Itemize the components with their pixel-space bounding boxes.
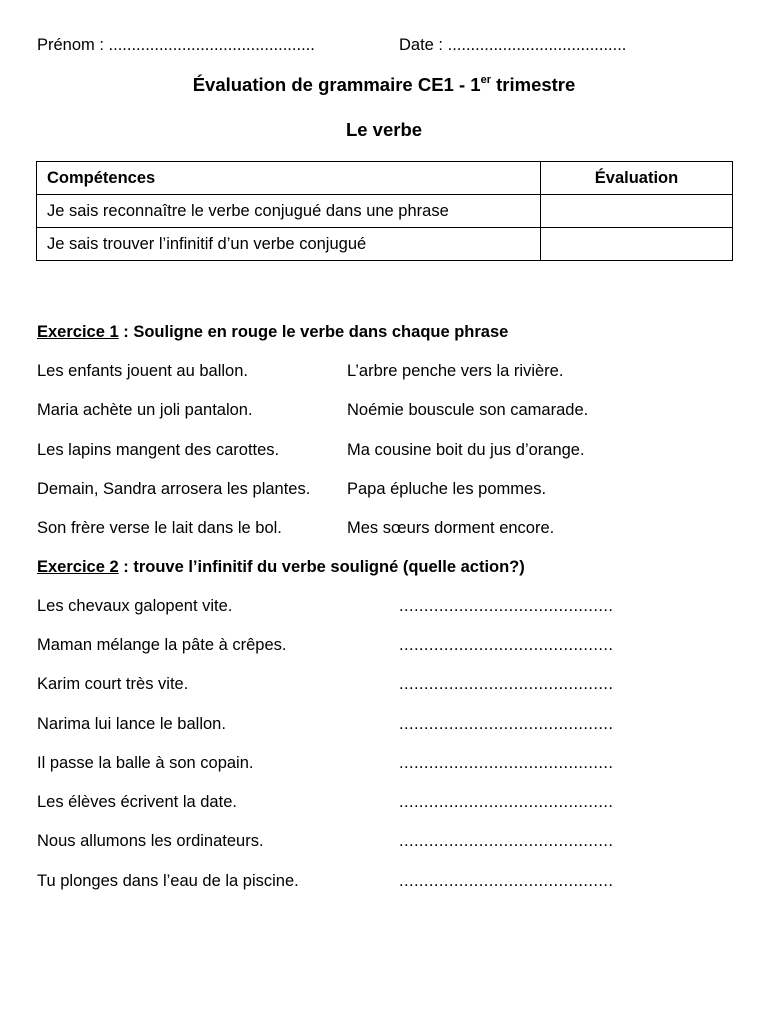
title-prefix: Évaluation de grammaire CE1 - 1: [192, 74, 481, 95]
answer-line: ...........................................: [399, 597, 614, 615]
table-header-row: [37, 162, 733, 195]
table-row: [37, 228, 733, 261]
exercise-2-instruction: : trouve l’infinitif du verbe souligné (quelle action?): [118, 558, 525, 576]
exercise-1-sentence: Papa épluche les pommes.: [347, 480, 547, 498]
exercise-2-sentence: Nous allumons les ordinateurs.: [37, 832, 264, 850]
exercise-1-sentence: L’arbre penche vers la rivière.: [347, 362, 564, 380]
page-subtitle: Le verbe: [345, 119, 423, 140]
exercise-2-sentence: Les chevaux galopent vite.: [37, 597, 233, 615]
exercise-1-title: [37, 321, 508, 343]
exercise-2-sentence: Tu plonges dans l’eau de la piscine.: [37, 872, 299, 890]
exercise-1-sentence: Les enfants jouent au ballon.: [37, 362, 248, 380]
competence-cell: Je sais reconnaître le verbe conjugué dans une phrase: [37, 195, 541, 228]
exercise-2-sentence: Narima lui lance le ballon.: [37, 715, 226, 733]
exercise-2-sentence: Les élèves écrivent la date.: [37, 793, 237, 811]
competences-table: [36, 161, 733, 261]
exercise-1-sentence: Les lapins mangent des carottes.: [37, 441, 280, 459]
exercise-2-sentence: Maman mélange la pâte à crêpes.: [37, 636, 287, 654]
evaluation-cell: [541, 195, 733, 228]
exercise-1-sentence: Son frère verse le lait dans le bol.: [37, 519, 282, 537]
exercise-2-sentence: Karim court très vite.: [37, 675, 189, 693]
header-evaluation: Évaluation: [541, 162, 733, 195]
answer-line: ...........................................: [399, 675, 614, 693]
evaluation-cell: [541, 228, 733, 261]
exercise-1-instruction: : Souligne en rouge le verbe dans chaque phrase: [118, 323, 509, 341]
answer-line: ...........................................: [399, 636, 614, 654]
answer-line: ...........................................: [399, 793, 614, 811]
answer-line: ...........................................: [399, 832, 614, 850]
exercise-2-sentence: Il passe la balle à son copain.: [37, 754, 254, 772]
prenom-field: Prénom : .............................................: [37, 36, 315, 54]
answer-line: ...........................................: [399, 872, 614, 890]
title-suffix: trimestre: [490, 74, 576, 95]
exercise-1-label: Exercice 1: [37, 323, 119, 341]
answer-line: ...........................................: [399, 754, 614, 772]
title-superscript: er: [480, 74, 491, 86]
competence-cell: Je sais trouver l’infinitif d’un verbe conjugué: [37, 228, 541, 261]
exercise-1-sentence: Mes sœurs dorment encore.: [347, 519, 555, 537]
exercise-1-sentence: Ma cousine boit du jus d’orange.: [347, 441, 585, 459]
date-field: Date : .......................................: [399, 36, 627, 54]
answer-line: ...........................................: [399, 715, 614, 733]
table-row: [37, 195, 733, 228]
exercise-2-title: [37, 556, 525, 578]
page-title: [0, 73, 768, 97]
exercise-1-sentence: Demain, Sandra arrosera les plantes.: [37, 480, 311, 498]
exercise-1-sentence: Noémie bouscule son camarade.: [347, 401, 589, 419]
header-competences: Compétences: [37, 162, 541, 195]
exercise-1-sentence: Maria achète un joli pantalon.: [37, 401, 253, 419]
exercise-2-label: Exercice 2: [37, 558, 119, 576]
